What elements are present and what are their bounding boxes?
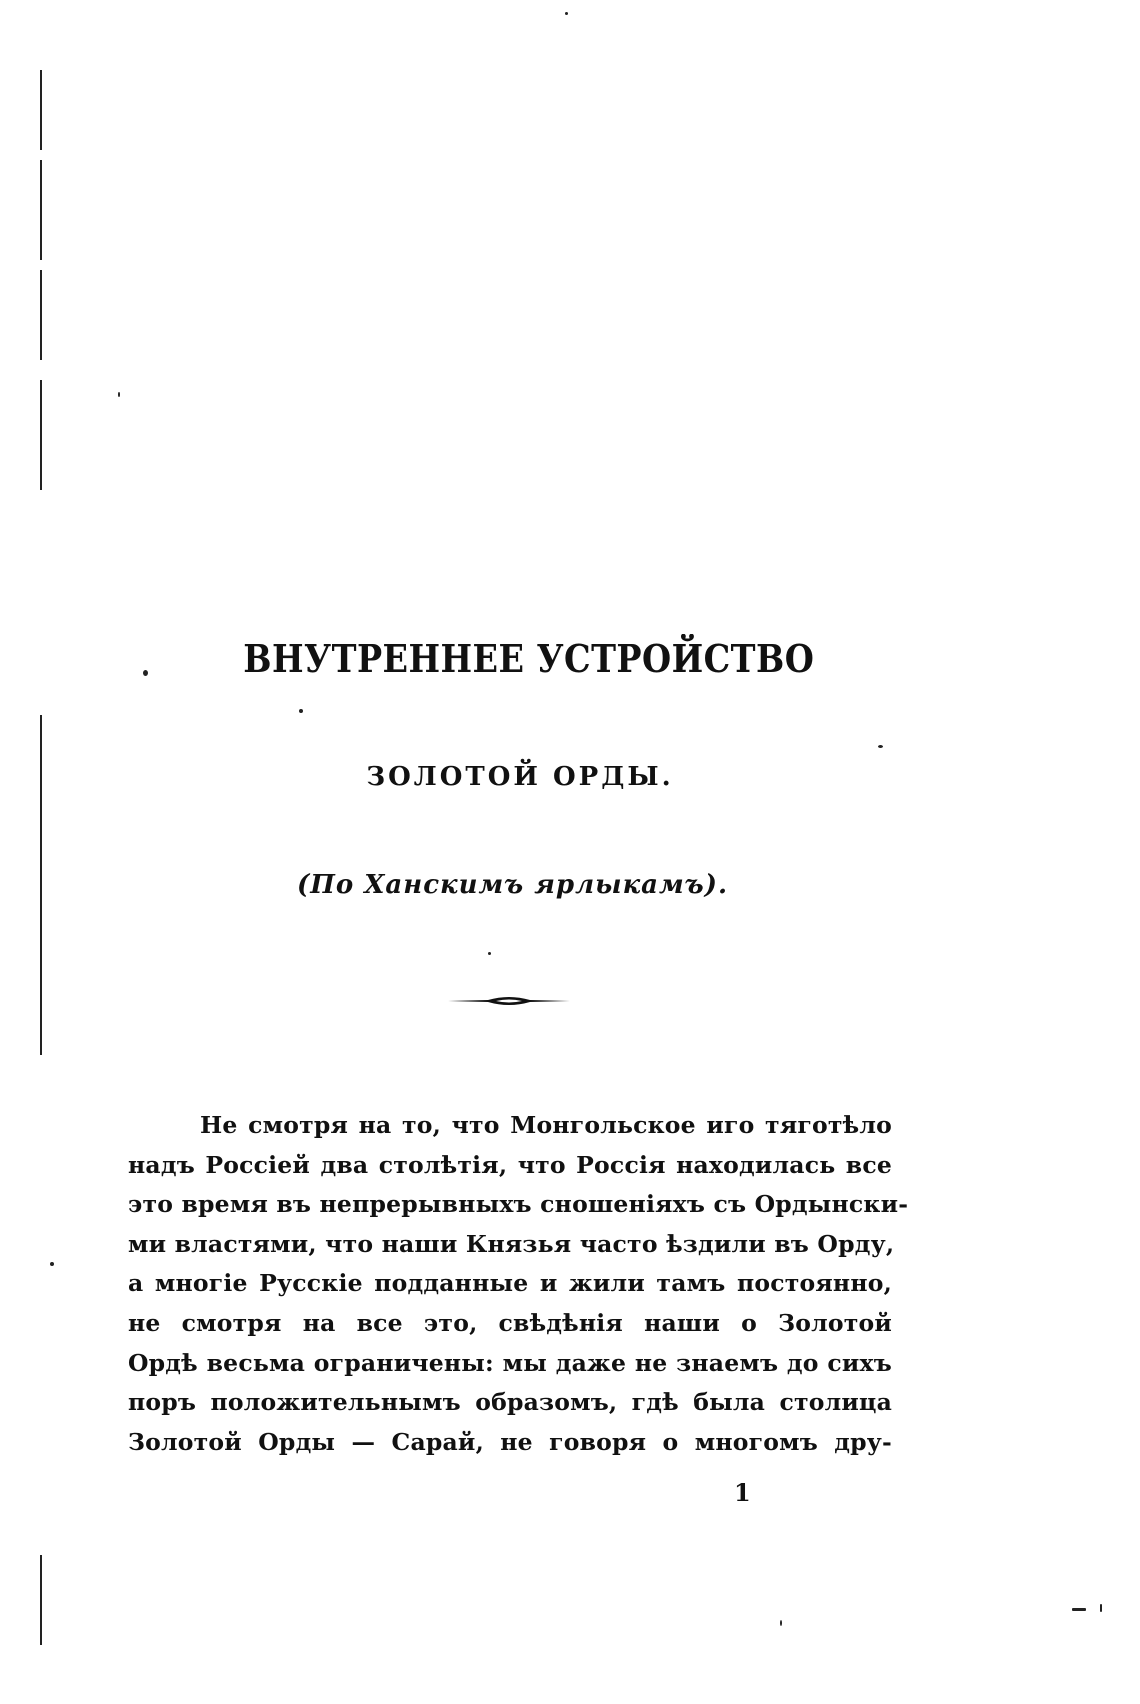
body-paragraph (128, 1106, 909, 1462)
scan-edge-line (40, 1555, 42, 1645)
scan-speck (1100, 1604, 1102, 1612)
chapter-title (62, 636, 1065, 681)
chapter-title-text: ВНУТРЕННЕЕ УСТРОЙСТВО (243, 636, 815, 681)
page-number: 1 (734, 1478, 751, 1507)
body-line: ми властями, что наши Князья часто ѣздили въ Орду, (128, 1229, 895, 1258)
body-line: Золотой Орды — Сарай, не говоря о многомъ дру- (128, 1427, 892, 1456)
scan-edge-line (40, 160, 42, 260)
scan-speck (878, 745, 883, 748)
body-line: а многіе Русскіе подданные и жили тамъ постоянно, (128, 1269, 892, 1298)
scan-speck (565, 12, 568, 15)
source-note-text: (По Ханскимъ ярлыкамъ). (296, 870, 728, 900)
scan-edge-line (40, 380, 42, 490)
scan-speck (780, 1620, 782, 1626)
ornament-divider-icon (448, 994, 570, 1008)
body-line: поръ положительнымъ образомъ, гдѣ была столица (128, 1388, 892, 1417)
body-line: Ордѣ весьма ограничены: мы даже не знаемъ до сихъ (128, 1348, 892, 1377)
scan-speck (299, 709, 303, 713)
scan-edge-line (40, 270, 42, 360)
chapter-subtitle-text: ЗОЛОТОЙ ОРДЫ. (366, 762, 674, 792)
body-line: не смотря на все это, свѣдѣнія наши о Золотой (128, 1308, 892, 1337)
chapter-subtitle (0, 762, 1140, 792)
source-note (0, 870, 1140, 900)
scan-speck (488, 952, 491, 955)
scan-speck (50, 1262, 54, 1266)
body-line: это время въ непрерывныхъ сношеніяхъ съ Ордынски- (128, 1190, 909, 1219)
body-line: надъ Россіей два столѣтія, что Россія находилась все (128, 1150, 892, 1179)
scan-speck (118, 392, 120, 397)
scan-edge-line (40, 70, 42, 150)
body-line: Не смотря на то, что Монгольское иго тяготѣло (200, 1111, 892, 1139)
scan-speck (1072, 1608, 1086, 1611)
